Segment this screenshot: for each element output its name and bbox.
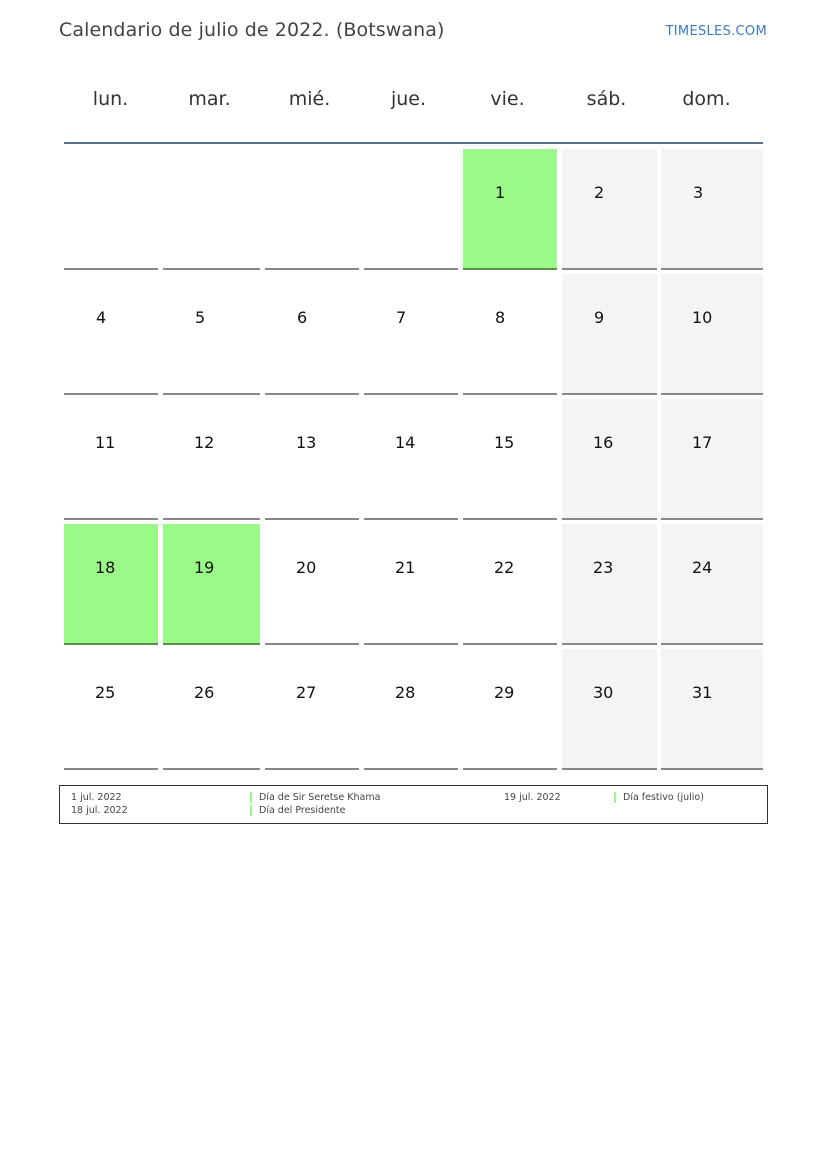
calendar-day[interactable] — [562, 649, 657, 770]
calendar-day[interactable] — [364, 399, 458, 520]
weekday-label: vie. — [490, 88, 525, 110]
day-number: 29 — [494, 683, 515, 702]
day-number: 6 — [297, 308, 308, 327]
calendar-day-holiday[interactable] — [463, 149, 557, 270]
day-number: 10 — [692, 308, 713, 327]
day-number: 17 — [692, 433, 713, 452]
weekday-label: mié. — [288, 88, 331, 110]
weekday-label: dom. — [682, 88, 731, 110]
calendar-day[interactable] — [364, 649, 458, 770]
weekday-header-row — [63, 88, 763, 120]
calendar-day[interactable] — [661, 649, 763, 770]
calendar-day[interactable] — [463, 274, 557, 395]
header-divider — [64, 142, 763, 144]
calendar-day[interactable] — [265, 649, 359, 770]
calendar-day-holiday[interactable] — [64, 524, 158, 645]
calendar-day[interactable] — [661, 524, 763, 645]
day-number: 21 — [395, 558, 416, 577]
holiday-legend — [59, 785, 768, 824]
legend-holiday-name: Día del Presidente — [250, 805, 346, 816]
calendar-day[interactable] — [562, 524, 657, 645]
day-number: 30 — [593, 683, 614, 702]
calendar-day[interactable] — [562, 274, 657, 395]
calendar-day[interactable] — [364, 524, 458, 645]
legend-date: 18 jul. 2022 — [71, 805, 128, 816]
day-number: 24 — [692, 558, 713, 577]
day-number: 8 — [495, 308, 506, 327]
day-number: 13 — [296, 433, 317, 452]
calendar-day-holiday[interactable] — [163, 524, 260, 645]
legend-holiday-name: Día festivo (julio) — [614, 792, 704, 803]
calendar-day[interactable] — [463, 399, 557, 520]
day-number: 31 — [692, 683, 713, 702]
legend-date: 19 jul. 2022 — [504, 792, 561, 803]
day-number: 26 — [194, 683, 215, 702]
weekday-label: mar. — [188, 88, 231, 110]
day-number: 23 — [593, 558, 614, 577]
day-number: 12 — [194, 433, 215, 452]
day-number: 27 — [296, 683, 317, 702]
day-number: 9 — [594, 308, 605, 327]
calendar-day[interactable] — [163, 399, 260, 520]
calendar-day[interactable] — [661, 274, 763, 395]
day-number: 11 — [95, 433, 116, 452]
calendar-day[interactable] — [265, 399, 359, 520]
calendar-day[interactable] — [64, 274, 158, 395]
legend-date: 1 jul. 2022 — [71, 792, 122, 803]
day-number: 22 — [494, 558, 515, 577]
calendar-day[interactable] — [265, 274, 359, 395]
weekday-label: lun. — [92, 88, 129, 110]
day-number: 25 — [95, 683, 116, 702]
day-number: 3 — [693, 183, 704, 202]
day-number: 15 — [494, 433, 515, 452]
day-number: 28 — [395, 683, 416, 702]
calendar-day[interactable] — [463, 649, 557, 770]
calendar-day[interactable] — [364, 274, 458, 395]
day-number: 19 — [194, 558, 215, 577]
day-number: 18 — [95, 558, 116, 577]
calendar-day[interactable] — [163, 649, 260, 770]
legend-holiday-name: Día de Sir Seretse Khama — [250, 792, 380, 803]
calendar-day[interactable] — [64, 399, 158, 520]
day-number: 2 — [594, 183, 605, 202]
page-title: Calendario de julio de 2022. (Botswana) — [59, 19, 445, 41]
day-number: 20 — [296, 558, 317, 577]
day-number: 16 — [593, 433, 614, 452]
day-number: 5 — [195, 308, 206, 327]
brand-link[interactable]: TIMESLES.COM — [665, 24, 767, 39]
calendar-day[interactable] — [661, 399, 763, 520]
calendar-empty-cell — [265, 149, 359, 270]
calendar-day[interactable] — [661, 149, 763, 270]
calendar-day[interactable] — [64, 649, 158, 770]
calendar-day[interactable] — [265, 524, 359, 645]
calendar-day[interactable] — [562, 149, 657, 270]
calendar-empty-cell — [163, 149, 260, 270]
day-number: 14 — [395, 433, 416, 452]
day-number: 7 — [396, 308, 407, 327]
calendar-day[interactable] — [562, 399, 657, 520]
calendar-empty-cell — [364, 149, 458, 270]
weekday-label: sáb. — [586, 88, 627, 110]
day-number: 4 — [96, 308, 107, 327]
calendar-day[interactable] — [163, 274, 260, 395]
weekday-label: jue. — [390, 88, 427, 110]
calendar-empty-cell — [64, 149, 158, 270]
calendar-day[interactable] — [463, 524, 557, 645]
day-number: 1 — [495, 183, 506, 202]
